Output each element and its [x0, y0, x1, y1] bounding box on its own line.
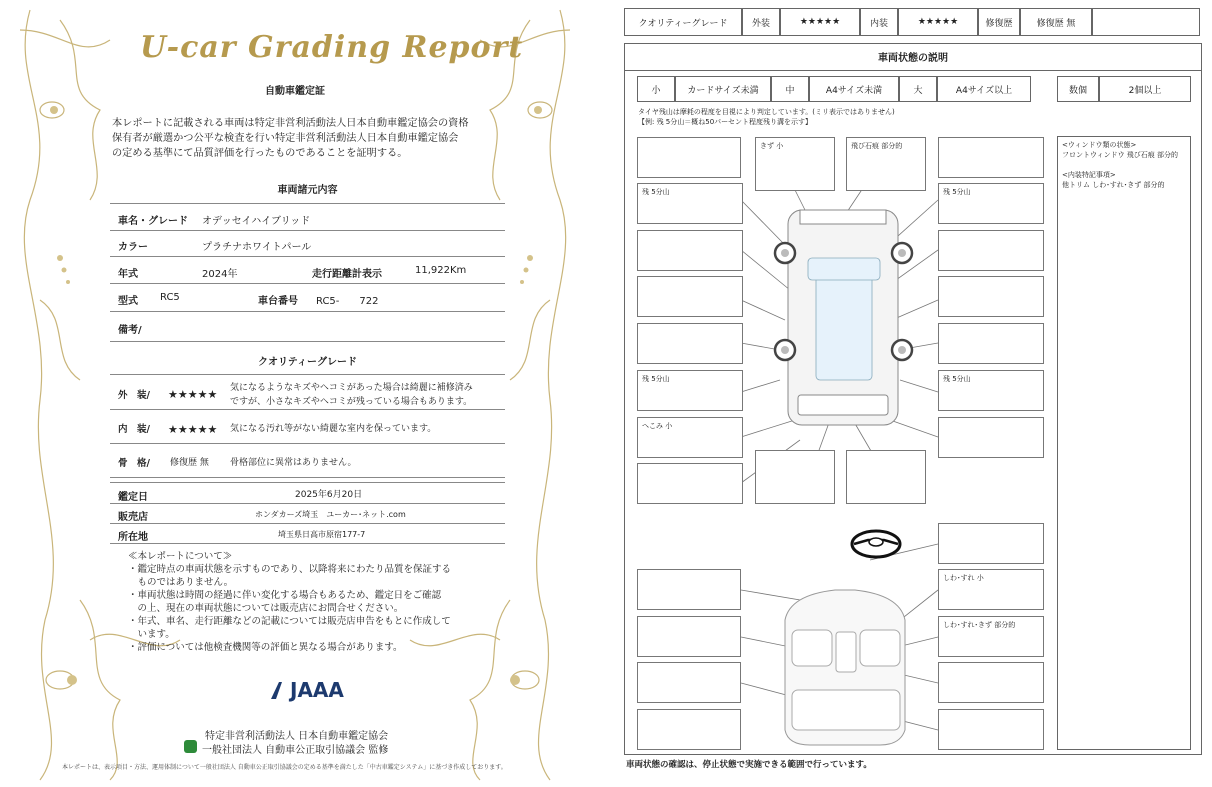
spec-row-model — [110, 284, 505, 312]
grade-int-stars: ★★★★★ — [898, 8, 978, 36]
spec-model-value: RC5 — [160, 292, 180, 303]
interior-box — [938, 662, 1044, 703]
grade-row-interior — [110, 410, 505, 444]
side-note-line: <ウィンドウ類の状態> — [1062, 141, 1137, 149]
tire-box-front-right: 残 5分山 — [938, 183, 1044, 224]
side-note-line: 他トリム しわ･すれ･きず 部分的 — [1062, 181, 1165, 189]
side-note-line: フロントウィンドウ 飛び石痕 部分的 — [1062, 151, 1179, 159]
info-row-dealer — [110, 504, 505, 524]
frame-desc: 骨格部位に異常はありません。 — [230, 458, 357, 468]
note-line: ・年式、車名、走行距離などの記載については販売店申告をもとに作成して — [128, 616, 451, 627]
damage-box-windshield: 飛び石痕 部分的 — [846, 137, 926, 191]
grade-row-blank — [1092, 8, 1200, 36]
damage-box — [637, 276, 743, 317]
location-label: 所在地 — [118, 532, 148, 543]
damage-box-rear-left: へこみ 小 — [637, 417, 743, 458]
info-row-date — [110, 482, 505, 504]
exterior-label: 外 装/ — [118, 390, 150, 401]
spec-color-label: カラー — [118, 242, 148, 253]
interior-box — [637, 662, 741, 703]
spec-mileage-label: 走行距離計表示 — [312, 269, 382, 280]
repair-label: 修復歴 — [978, 8, 1020, 36]
tire-note-1: タイヤ残山は摩耗の程度を目視により判定しています。(ミリ表示ではありません) — [638, 108, 895, 116]
note-line: の上、現在の車両状態については販売店にお問合せください。 — [128, 603, 404, 614]
exterior-desc-2: ですが、小さなキズやヘコミが残っている場合もあります。 — [230, 397, 473, 407]
certificate-footnote: 本レポートは、表示項目・方法、運用体制について一般社団法人 自動車公正取引協議会の定める基準を満たした「中古車鑑定システム」に基づき作成しております。 — [62, 764, 507, 771]
grading-certificate — [0, 0, 590, 787]
dealer-label: 販売店 — [118, 512, 148, 523]
legend-count-desc: 2個以上 — [1099, 76, 1191, 102]
damage-box — [938, 137, 1044, 178]
note-line: ものではありません。 — [128, 577, 234, 588]
damage-box — [938, 276, 1044, 317]
interior-box — [938, 523, 1044, 564]
interior-label: 内 装/ — [118, 424, 150, 435]
damage-box — [846, 450, 926, 504]
org-line-1: 特定非営利活動法人 日本自動車鑑定協会 — [205, 731, 389, 742]
legend-large: 大 — [899, 76, 937, 102]
grade-ext-label: 外装 — [742, 8, 780, 36]
condition-desc-title: 車両状態の説明 — [624, 43, 1202, 71]
spec-remarks-label: 備考/ — [118, 325, 142, 336]
side-note-line — [1062, 160, 1186, 170]
damage-box — [938, 230, 1044, 271]
legend-mid: 中 — [771, 76, 809, 102]
interior-box — [637, 616, 741, 657]
report-script-title: U-car Grading Report — [140, 30, 524, 65]
jaaa-logo-text: JAAA — [290, 678, 344, 702]
tire-box-front-left: 残 5分山 — [637, 183, 743, 224]
interior-box-1: しわ･すれ 小 — [938, 569, 1044, 610]
interior-box — [938, 709, 1044, 750]
condition-footer: 車両状態の確認は、停止状態で実施できる範囲で行っています。 — [626, 760, 872, 770]
grade-row-label: クオリティーグレード — [624, 8, 742, 36]
side-notes-panel — [1057, 136, 1191, 750]
interior-desc: 気になる汚れ等がない綺麗な室内を保っています。 — [230, 424, 437, 434]
report-notes — [128, 550, 498, 654]
interior-stars: ★★★★★ — [168, 423, 218, 436]
org-line-2: 一般社団法人 自動車公正取引協議会 監修 — [202, 745, 389, 756]
spec-model-label: 型式 — [118, 296, 138, 307]
spec-row-color — [110, 231, 505, 257]
intro-line: 本レポートに記載される車両は特定非営利活動法人日本自動車鑑定協会の資格 — [112, 118, 469, 129]
interior-box — [637, 709, 741, 750]
spec-row-remarks — [110, 312, 505, 342]
note-line: ・鑑定時点の車両状態を示すものであり、以降将来にわたり品質を保証する — [128, 564, 452, 575]
note-line: ・車両状態は時間の経過に伴い変化する場合もあるため、鑑定日をご確認 — [128, 590, 442, 601]
dealer-value: ホンダカーズ埼玉 ユーカー･ネット.com — [255, 510, 406, 519]
exterior-stars: ★★★★★ — [168, 388, 218, 401]
damage-box — [637, 323, 743, 364]
spec-year-value: 2024年 — [202, 269, 238, 280]
info-row-location — [110, 524, 505, 544]
frame-label: 骨 格/ — [118, 458, 150, 469]
intro-line: の定める基準にて品質評価を行ったものであることを証明する。 — [112, 148, 408, 159]
intro-text — [112, 116, 502, 161]
spec-row-name — [110, 203, 505, 231]
damage-box — [938, 323, 1044, 364]
spec-color-value: プラチナホワイトパール — [202, 242, 312, 253]
jaaa-logo-icon — [268, 679, 290, 701]
date-value: 2025年6月20日 — [295, 490, 363, 500]
location-value: 埼玉県日高市原宿177-7 — [278, 530, 366, 539]
note-line: います。 — [128, 629, 175, 640]
steering-wheel-icon — [852, 531, 900, 557]
spec-section-title: 車両諸元内容 — [277, 185, 338, 196]
damage-box — [637, 137, 741, 178]
notes-title: ≪本レポートについて≫ — [128, 551, 233, 562]
damage-box-front-left: きず 小 — [755, 137, 835, 191]
damage-box — [938, 417, 1044, 458]
legend-small-desc: カードサイズ未満 — [675, 76, 771, 102]
interior-box-2: しわ･すれ･きず 部分的 — [938, 616, 1044, 657]
damage-box — [637, 230, 743, 271]
condition-sheet — [620, 0, 1212, 787]
quality-section-title: クオリティーグレード — [258, 357, 357, 368]
tire-box-rear-right: 残 5分山 — [938, 370, 1044, 411]
side-note-line: <内装特記事項> — [1062, 171, 1116, 179]
intro-line: 保有者が厳選かつ公平な検査を行い特定非営利活動法人日本自動車鑑定協会 — [112, 133, 459, 144]
grade-ext-stars: ★★★★★ — [780, 8, 860, 36]
repair-value: 修復歴 無 — [1020, 8, 1092, 36]
exterior-desc-1: 気になるようなキズやヘコミがあった場合は綺麗に補修済み — [230, 383, 473, 393]
spec-name-value: オデッセイハイブリッド — [202, 216, 311, 227]
tire-box-rear-left: 残 5分山 — [637, 370, 743, 411]
spec-chassis-label: 車台番号 — [258, 296, 298, 307]
spec-year-label: 年式 — [118, 269, 138, 280]
legend-count: 数個 — [1057, 76, 1099, 102]
spec-row-year — [110, 257, 505, 284]
legend-small: 小 — [637, 76, 675, 102]
tire-note-2: 【例: 残 5分山＝概ね50パーセント程度残り溝を示す】 — [638, 118, 813, 126]
spec-name-label: 車名・グレード — [118, 216, 188, 227]
certificate-title: 自動車鑑定証 — [265, 86, 325, 97]
damage-box — [637, 463, 743, 504]
frame-value: 修復歴 無 — [170, 458, 209, 468]
grade-row-frame — [110, 444, 505, 478]
note-line: ・評価については他検査機関等の評価と異なる場合があります。 — [128, 642, 403, 653]
grade-int-label: 内装 — [860, 8, 898, 36]
spec-chassis-value: RC5- 722 — [316, 296, 379, 307]
spec-mileage-value: 11,922Km — [415, 265, 467, 276]
legend-mid-desc: A4サイズ未満 — [809, 76, 899, 102]
interior-box — [637, 569, 741, 610]
council-logo-icon — [184, 740, 197, 753]
grade-row-exterior — [110, 374, 505, 410]
damage-box — [755, 450, 835, 504]
legend-large-desc: A4サイズ以上 — [937, 76, 1031, 102]
date-label: 鑑定日 — [118, 492, 148, 503]
